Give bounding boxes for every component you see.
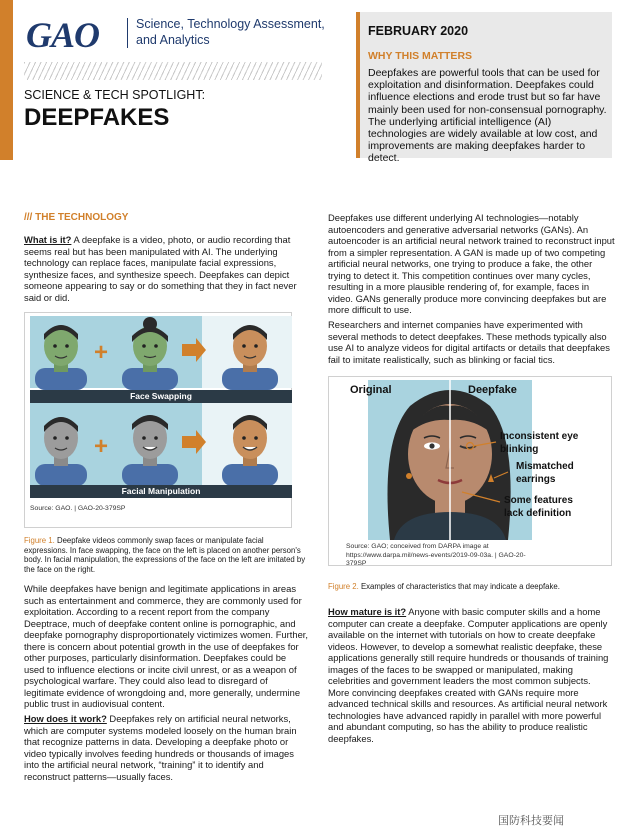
page-title: DEEPFAKES bbox=[24, 104, 170, 131]
how-text: Deepfakes rely on artificial neural networks, which are computer systems modeled loosely on the human brain that recognize patterns in data. Developing a deepfake photo or video typically involves feeding hundreds or thousands of images into the artificial neural network, “training” it to identify and reconstruct patterns—usually faces. bbox=[24, 713, 297, 782]
what-question: What is it? bbox=[24, 234, 72, 245]
face-swapping-band: Face Swapping bbox=[30, 390, 292, 403]
face-swap-graphic bbox=[30, 316, 292, 498]
how-it-works-paragraph bbox=[24, 713, 308, 782]
how-question: How does it work? bbox=[24, 713, 107, 724]
figure1-caption-label: Figure 1. bbox=[24, 536, 55, 545]
section-heading: /// THE TECHNOLOGY bbox=[24, 212, 129, 223]
watermark: 国防科技要闻 bbox=[498, 815, 564, 827]
uses-paragraph: While deepfakes have benign and legitimate applications in areas such as entertainment and commerce, they are commonly used for exploitation. According to a recent report from the company Deeptrace, much of deepfake content online is pornographic, and deepfake pornography disproportionately victimizes women. Further, there is concern about potential growth in the use of deepfakes for other purposes, particularly disinformation. Deepfakes could be used to influence elections or incite civil unrest, or as a weapon of psychological warfare. They could also lead to disregard of legitimate evidence of wrongdoing and, more generally, undermine public trust in audiovisual content. bbox=[24, 583, 309, 709]
mature-question: How mature is it? bbox=[328, 606, 407, 617]
what-is-it-paragraph bbox=[24, 234, 300, 303]
annotation-eye-blinking: Inconsistent eye blinking bbox=[500, 431, 579, 455]
why-text: Deepfakes are powerful tools that can be used for exploitation and disinformation. Deepfakes could influence elections and erode trust but so far have mainly been used for non-consensual pornography. The underlying artificial intelligence (AI) technologies are widely available at low cost, and improvements are making deepfakes harder to detect. bbox=[368, 67, 607, 165]
spotlight-label: SCIENCE & TECH SPOTLIGHT: bbox=[24, 88, 206, 102]
detection-paragraph: Researchers and internet companies have experimented with several methods to detect deepfakes. These methods typically also use AI to analyze videos for digital artifacts or details that deepfakes fail to imitate realistically, such as blinking or facial tics. bbox=[328, 319, 610, 365]
label-deepfake: Deepfake bbox=[468, 384, 517, 396]
maturity-paragraph bbox=[328, 606, 614, 744]
figure2-caption-label: Figure 2. bbox=[328, 582, 359, 591]
why-box-accent bbox=[356, 12, 360, 158]
plus-icon: + bbox=[94, 339, 109, 366]
figure2-source: Source: GAO; conceived from DARPA image at https://www.darpa.mil/news-events/2019-09-03a. | GAO-20-379SP bbox=[346, 543, 526, 567]
mature-text: Anyone with basic computer skills and a home computer can create a deepfake. Computer applications are openly available on the internet with tutorials on how to create deepfake videos. However, to develop a somewhat realistic deepfake, these applications generally still require hundreds or thousands of training images of the faces to be swapped or manipulated, making celebrities and government leaders the most common subjects. More convincing deepfakes created with GANs require more advanced technical skills and resources. As artificial neural network technologies have advanced rapidly in parallel with more powerful and abundant computing, so has the ability to produce realistic deepfakes. bbox=[328, 606, 609, 744]
figure1-illustration bbox=[30, 316, 292, 498]
ai-technologies-paragraph: Deepfakes use different underlying AI technologies—notably autoencoders and generative adversarial networks (GANs). An autoencoder is an artificial neural network trained to reconstruct input from a simpler representation. A GAN is made up of two competing artificial neural networks, one trying to produce a fake, the other trying to detect it. This competition continues over many cycles, resulting in a more plausible rendering of, for example, faces in video. GANs generally produce more convincing deepfakes but are more difficult to use. bbox=[328, 212, 615, 315]
plus-icon: + bbox=[94, 433, 109, 460]
publication-date: FEBRUARY 2020 bbox=[368, 24, 469, 38]
figure1-caption-text: Deepfake videos commonly swap faces or manipulate facial expressions. In face swapping, the face on the left is placed on another person's body. In facial manipulation, the expressions of the face on the left are imitated by the face on the right. bbox=[24, 536, 306, 574]
figure2-caption-text: Examples of characteristics that may indicate a deepfake. bbox=[358, 582, 560, 591]
gao-logo: GAO bbox=[26, 15, 100, 55]
figure2-caption bbox=[328, 582, 614, 592]
annotation-earrings: Mismatched earrings bbox=[516, 461, 574, 485]
figure1-caption bbox=[24, 536, 306, 574]
facial-manipulation-band: Facial Manipulation bbox=[30, 485, 292, 498]
label-original: Original bbox=[350, 384, 392, 396]
annotation-features: Some features lack definition bbox=[504, 495, 573, 519]
figure1-source: Source: GAO. | GAO-20-379SP bbox=[30, 505, 126, 512]
accent-bar bbox=[0, 0, 13, 160]
hatch-decoration bbox=[24, 62, 322, 80]
logo-subtitle: Science, Technology Assessment, and Analytics bbox=[136, 17, 325, 47]
what-text: A deepfake is a video, photo, or audio recording that seems real but has been manipulated with AI. The underlying technology can replace faces, manipulate facial expressions, synthesize faces, and synthesize speech. Deepfakes can depict someone appearing to say or do something that they in fact never said or did. bbox=[24, 234, 297, 303]
logo-divider bbox=[127, 18, 128, 48]
why-heading: WHY THIS MATTERS bbox=[368, 50, 473, 62]
